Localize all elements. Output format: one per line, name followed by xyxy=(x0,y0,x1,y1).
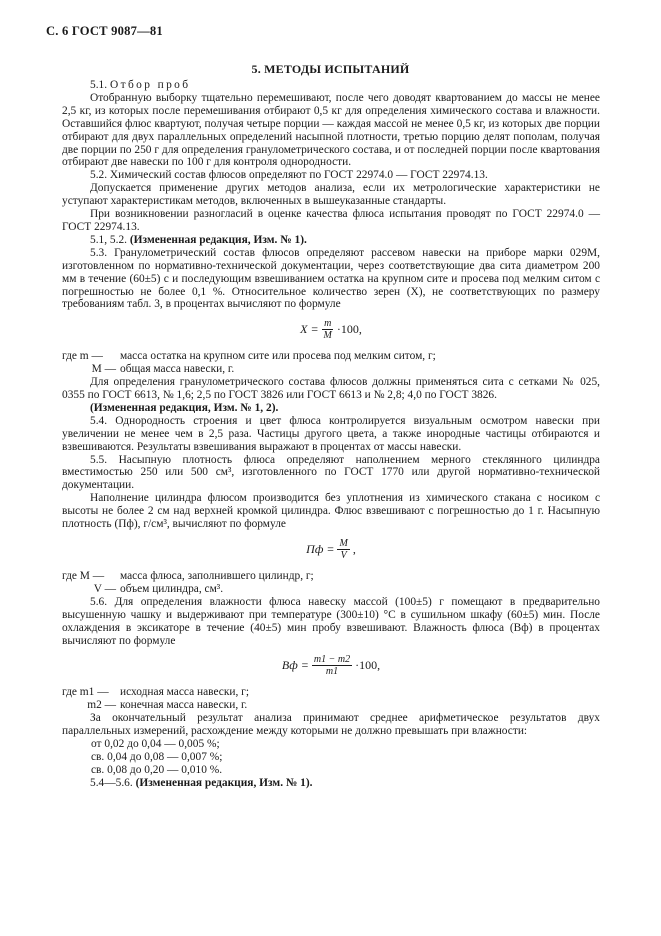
formula-lhs: Пф = xyxy=(306,542,335,557)
fraction-denominator: M xyxy=(323,330,332,342)
revision-text: (Измененная редакция, Изм. № 1). xyxy=(135,776,313,789)
definition-text: исходная масса навески, г; xyxy=(120,686,250,699)
clause-number: 5.1. xyxy=(90,79,108,91)
formula-fraction xyxy=(322,318,334,341)
fraction-numerator: m1 − m2 xyxy=(313,654,351,666)
formula-density xyxy=(62,538,600,561)
revision-clauses: 5.4—5.6. xyxy=(90,776,133,789)
section-title: 5. МЕТОДЫ ИСПЫТАНИЙ xyxy=(251,62,410,76)
fraction-numerator: M xyxy=(339,538,348,549)
formula-tail: ·100, xyxy=(355,658,381,673)
definition-text: конечная масса навески, г. xyxy=(120,699,248,712)
formula-fraction xyxy=(312,654,352,677)
fraction-numerator: m xyxy=(324,318,332,330)
revision-clauses: 5.1, 5.2. xyxy=(90,233,128,246)
clause-5-3-sieves: Для определения гранулометрического состава флюсов должны применяться сита с сетками № 025, 0355 по ГОСТ 6613, № 1,6; 2,5 по ГОСТ 3826 или ГОСТ 6613 и № 2,8; 4,0 по ГОСТ 3826. xyxy=(62,376,600,402)
definition-m1 xyxy=(62,686,600,699)
clause-5-2-dispute: При возникновении разногласий в оценке качества флюса испытания проводят по ГОСТ 22974.0 — ГОСТ 22974.13. xyxy=(62,208,600,233)
clause-title: Отбор проб xyxy=(109,79,191,91)
revision-note-5-3: (Измененная редакция, Изм. № 1, 2). xyxy=(90,401,279,414)
revision-note-5-4-5-6 xyxy=(62,777,600,790)
definition-V xyxy=(62,583,600,596)
definition-m2 xyxy=(62,699,600,712)
clause-5-3-text: 5.3. Гранулометрический состав флюсов определяют рассевом навески на приборе марки 029М, изготовленном по нормативно-технической документации, через соответствующие два сита диаметром 200 мм в течение (60±5) с и последующим взвешиванием остатка на крупном сите и просева под мелким ситом с погрешностью не более 0,1 %. Относительное количество зерен (X), не соответствующих по размеру требованиям табл. 3, в процентах вычисляют по формуле xyxy=(62,246,600,311)
clause-5-5-text: 5.5. Насыпную плотность флюса определяют наполнением мерного стеклянного цилиндра вместимостью 250 или 500 см³, изготовленного по ГОСТ 1770 или другой нормативно-технической документации. xyxy=(62,453,600,492)
clause-5-2-note: Допускается применение других методов анализа, если их метрологические характеристики не уступают характеристикам методов, включенных в вышеуказанные стандарты. xyxy=(62,182,600,208)
clause-5-2-text: 5.2. Химический состав флюсов определяют по ГОСТ 22974.0 — ГОСТ 22974.13. xyxy=(90,169,488,182)
definition-text: объем цилиндра, см³. xyxy=(120,582,224,595)
definition-text: общая масса навески, г. xyxy=(120,363,235,376)
definition-symbol: M — xyxy=(91,363,116,376)
definition-symbol: V — xyxy=(93,582,116,595)
formula-tail: , xyxy=(352,542,356,557)
clause-5-1-heading xyxy=(62,79,600,92)
document-body xyxy=(62,79,600,790)
definition-M xyxy=(62,363,600,376)
tolerance-item: св. 0,04 до 0,08 — 0,007 %; xyxy=(91,750,223,763)
tolerance-list xyxy=(62,738,600,777)
definition-symbol: m2 — xyxy=(87,699,116,712)
clause-5-5-procedure: Наполнение цилиндра флюсом производится без уплотнения из химического стакана с носиком с высоты не более 2 см над верхней кромкой цилиндра. Флюс взвешивают с погрешностью до 1 г. Насыпную плотность (Пф), г/см³, вычисляют по формуле xyxy=(62,492,600,531)
page-header: С. 6 ГОСТ 9087—81 xyxy=(46,24,163,38)
clause-5-6-text: 5.6. Для определения влажности флюса навеску массой (100±5) г помещают в предварительно высушенную чашку и выдерживают при температуре (300±10) °С в сушильном шкафу (60±5) мин. После охлаждения в эксикаторе в течение (40±5) мин пробу взвешивают. Влажность флюса (Вф) в процентах вычисляют по формуле xyxy=(62,595,600,647)
definition-text: масса флюса, заполнившего цилиндр, г; xyxy=(120,570,314,582)
revision-note-5-1-5-2 xyxy=(62,234,600,247)
definition-M-flux xyxy=(62,570,600,583)
formula-lhs: Вф = xyxy=(281,658,309,673)
definition-text: масса остатка на крупном сите или просева под мелким ситом, г; xyxy=(120,350,436,363)
definition-symbol: где m1 — xyxy=(62,686,109,699)
definition-symbol: где m — xyxy=(62,350,103,363)
formula-lhs: X = xyxy=(300,322,319,337)
clause-5-4-text: 5.4. Однородность строения и цвет флюса контролируется визуальным осмотром навески при увеличении не менее чем в 2,5 раза. Частицы другого цвета, а также инородные частицы отбираются и взвешиваются. Результаты взвешивания выражают в процентах от массы навески. xyxy=(62,414,600,453)
tolerance-item: св. 0,08 до 0,20 — 0,010 %. xyxy=(91,763,223,776)
fraction-denominator: m1 xyxy=(325,666,339,678)
definition-m xyxy=(62,350,600,363)
clause-5-1-text: Отобранную выборку тщательно перемешивают, после чего доводят квартованием до массы не менее 2,5 кг, из которых после перемешивания отбирают 0,5 кг для определения химического состава и влажности. Оставшийся флюс квартуют, получая четыре порции — каждая массой не менее 0,5 кг, из которых две порции отбирают для двух параллельных определений насыпной плотности, третью порцию делят пополам, получая две порции по 250 г для определения гранулометрического состава, и от последней порции после квартования отбирают две навески по 100 г для контроля однородности. xyxy=(62,91,600,169)
formula-tail: ·100, xyxy=(336,322,362,337)
tolerance-item: от 0,02 до 0,04 — 0,005 %; xyxy=(91,738,220,751)
definition-symbol: где M — xyxy=(62,570,105,582)
revision-text: (Измененная редакция, Изм. № 1). xyxy=(129,233,307,246)
formula-x xyxy=(62,318,600,341)
clause-5-6-result: За окончательный результат анализа принимают среднее арифметическое результатов двух параллельных измерений, расхождение между которыми не должно превышать при влажности: xyxy=(62,712,600,738)
formula-moisture xyxy=(62,654,600,677)
fraction-denominator: V xyxy=(340,550,347,561)
formula-fraction xyxy=(337,538,349,561)
